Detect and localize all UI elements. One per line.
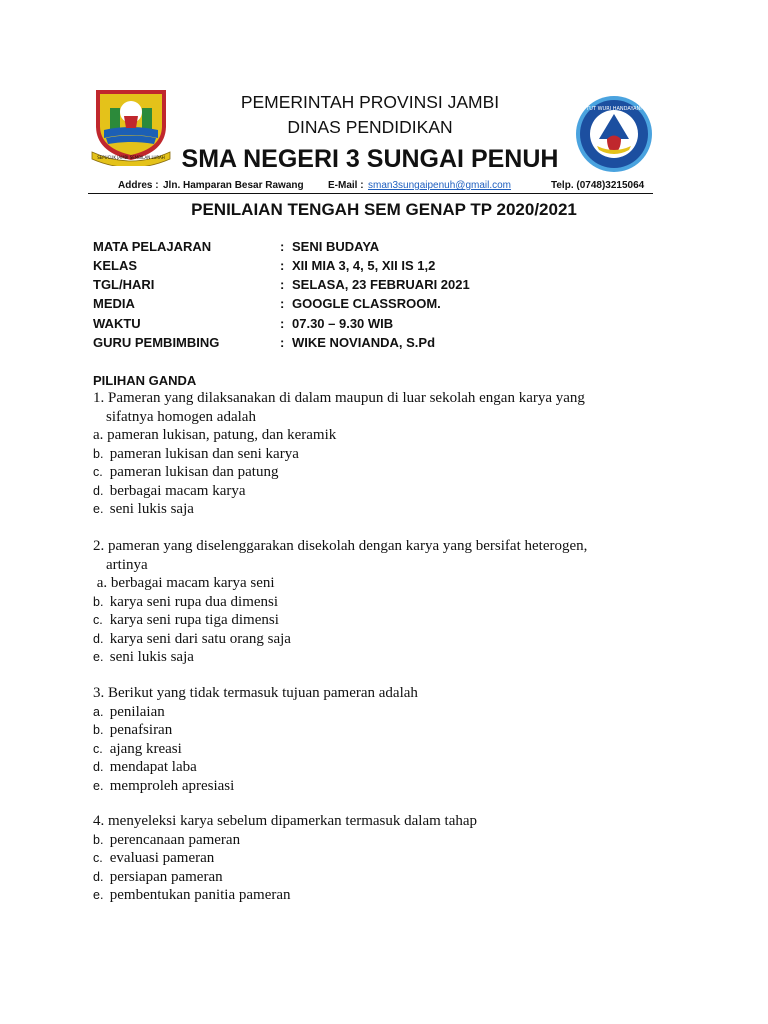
option-key: d. [93,760,104,774]
option-key: b. [93,723,104,737]
question-text: artinya [106,556,148,573]
address-value: Jln. Hamparan Besar Rawang [163,180,304,191]
option-key: b. [93,446,104,461]
exam-title: PENILAIAN TENGAH SEM GENAP TP 2020/2021 [191,200,577,219]
info-colon: : [280,277,285,292]
option-key: b. [93,594,104,609]
info-colon: : [280,296,285,311]
phone-number: Telp. (0748)3215064 [551,180,645,191]
option-text: karya seni rupa dua dimensi [106,593,279,610]
province-heading: PEMERINTAH PROVINSI JAMBI [240,92,500,112]
info-value: WIKE NOVIANDA, S.Pd [292,335,436,350]
option-text: pameran lukisan dan seni karya [106,445,299,462]
option-key: d. [93,631,104,646]
answer-option[interactable] [93,740,633,759]
logo-left-motto: SEPUCUK JAMBI SEMBILAN LURAH [97,155,165,160]
answer-option[interactable] [93,630,633,649]
logo-right-motto: TUT WURI HANDAYANI [586,106,642,112]
address-label: Addres : [118,180,159,191]
option-text: a. pameran lukisan, patung, dan keramik [93,427,337,443]
question-text: 1. Pameran yang dilaksanakan di dalam maupun di luar sekolah engan karya yang [93,390,585,406]
answer-option[interactable] [93,777,633,796]
info-value: 07.30 – 9.30 WIB [292,316,394,331]
option-text: pameran lukisan dan patung [106,464,279,480]
option-text: mendapat laba [106,759,197,775]
question-1 [93,389,633,519]
answer-option[interactable] [93,482,633,501]
question-text: 4. menyeleksi karya sebelum dipamerkan termasuk dalam tahap [93,813,478,829]
answer-option[interactable] [93,574,633,593]
option-key: d. [93,869,104,884]
answer-option[interactable] [93,500,633,519]
question-2 [93,537,633,667]
option-key: e. [93,650,104,664]
answer-option[interactable] [93,703,633,722]
option-text: ajang kreasi [106,740,182,757]
answer-option[interactable] [93,831,633,850]
option-text: karya seni rupa tiga dimensi [106,612,279,628]
question-text: 2. pameran yang diselenggarakan disekolah dengan karya yang bersifat heterogen, [93,538,588,554]
info-label: WAKTU [93,316,141,331]
answer-option[interactable] [93,426,633,445]
jambi-province-emblem [90,86,172,166]
answer-option[interactable] [93,445,633,464]
option-text: berbagai macam karya [106,482,246,499]
option-text: penafsiran [106,722,173,738]
email-label: E-Mail : [328,180,364,191]
info-value: SELASA, 23 FEBRUARI 2021 [292,277,470,292]
option-key: b. [93,832,104,847]
header-divider [88,193,653,194]
option-text: memproleh apresiasi [106,777,235,794]
info-label: MEDIA [93,296,135,311]
option-text: evaluasi pameran [106,850,215,866]
question-3 [93,684,633,795]
answer-option[interactable] [93,849,633,868]
answer-option[interactable] [93,758,633,777]
answer-option[interactable] [93,611,633,630]
option-key: d. [93,483,104,498]
option-key: e. [93,502,104,516]
info-label: GURU PEMBIMBING [93,335,220,350]
email-link[interactable]: sman3sungaipenuh@gmail.com [368,180,512,191]
question-text: 3. Berikut yang tidak termasuk tujuan pameran adalah [93,685,418,701]
question-4 [93,812,633,905]
option-text: seni lukis saja [106,501,194,517]
info-value: XII MIA 3, 4, 5, XII IS 1,2 [292,258,436,273]
option-key: c. [93,613,103,627]
answer-option[interactable] [93,868,633,887]
option-text: seni lukis saja [106,649,194,665]
question-text: sifatnya homogen adalah [106,408,256,425]
option-key: a. [93,704,104,719]
info-label: MATA PELAJARAN [93,239,212,254]
info-label: KELAS [93,258,138,273]
answer-option[interactable] [93,463,633,482]
option-text: pembentukan panitia pameran [106,887,291,903]
info-colon: : [280,316,285,331]
option-key: c. [93,741,103,756]
option-key: e. [93,778,104,793]
answer-option[interactable] [93,886,633,905]
section-title: PILIHAN GANDA [93,373,197,388]
info-value: SENI BUDAYA [292,239,380,254]
option-text: penilaian [106,703,165,720]
option-key: c. [93,465,103,479]
answer-option[interactable] [93,593,633,612]
option-text: perencanaan pameran [106,831,241,848]
info-colon: : [280,335,285,350]
option-text: persiapan pameran [106,868,223,885]
info-colon: : [280,258,285,273]
department-heading: DINAS PENDIDIKAN [287,117,453,137]
option-key: e. [93,888,104,902]
info-colon: : [280,239,285,254]
info-label: TGL/HARI [93,277,155,292]
tut-wuri-handayani-emblem [567,94,661,174]
school-name: SMA NEGERI 3 SUNGAI PENUH [181,145,559,173]
answer-option[interactable] [93,721,633,740]
option-key: c. [93,851,103,865]
option-text: karya seni dari satu orang saja [106,630,291,647]
answer-option[interactable] [93,648,633,667]
info-value: GOOGLE CLASSROOM. [292,296,441,311]
option-text: a. berbagai macam karya seni [93,575,275,591]
